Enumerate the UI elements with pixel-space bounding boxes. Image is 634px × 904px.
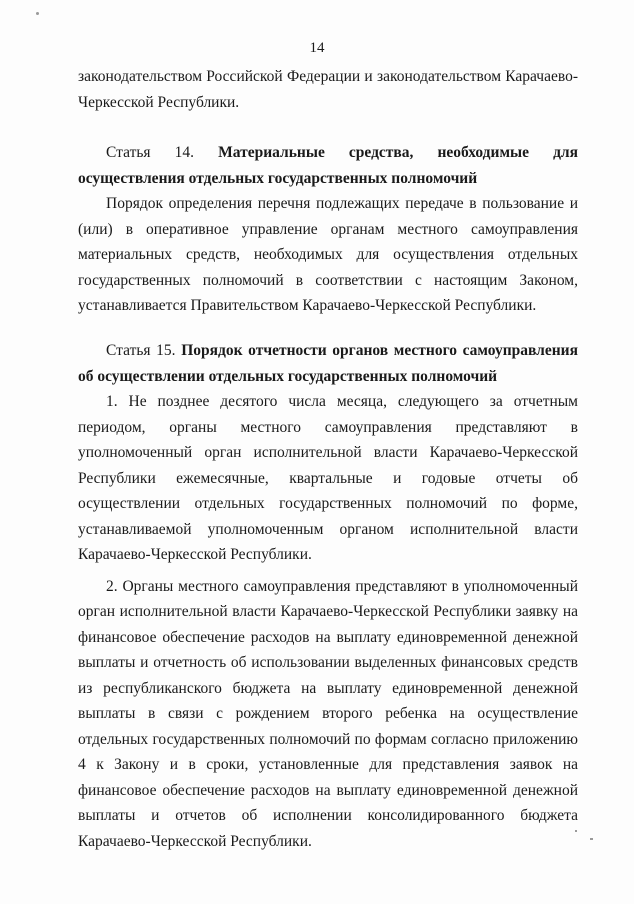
scan-speck (36, 12, 39, 15)
article-14-body: Порядок определения перечня подлежащих передаче в пользование и (или) в оперативное управление органам местного самоуправления материальных средств, необходимых для осуществления отдельных государственных полномочий в соответствии с настоящим Законом, устанавливается Правительством Карачаево-Черкесской Республики. (78, 195, 578, 314)
article-14-label: Статья 14. (106, 144, 195, 161)
article-15-label: Статья 15. (106, 342, 176, 359)
scan-speck (590, 838, 593, 840)
article-15-paragraph-2: 2. Органы местного самоуправления представляют в уполномоченный орган исполнительной власти Карачаево-Черкесской Республики заявку на финансовое обеспечение расходов на выплату единовременной денежной выплаты и отчетность об использовании выделенных финансовых средств из республиканского бюджета на выплату единовременной денежной выплаты в связи с рождением второго ребенка на осуществление отдельных государственных полномочий по формам согласно приложению 4 к Закону и в сроки, установленные для представления заявок на финансовое обеспечение расходов на выплату единовременной денежной выплаты и отчетов об исполнении консолидированного бюджета Карачаево-Черкесской Республики. (78, 577, 578, 850)
article-15-heading (78, 338, 578, 389)
article-14-heading (78, 140, 578, 191)
article-14-title: Материальные средства, необходимые для осуществления отдельных государственных полномочий (78, 144, 578, 187)
continuation-text: законодательством Российской Федерации и законодательством Карачаево-Черкесской Республики. (78, 68, 578, 111)
page-number: 14 (309, 40, 325, 56)
article-14 (78, 140, 578, 319)
article-15 (78, 338, 578, 854)
article-15-paragraph-1: 1. Не позднее десятого числа месяца, следующего за отчетным периодом, органы местного самоуправления представляют в уполномоченный орган исполнительной власти Карачаево-Черкесской Республики ежемесячные, квартальные и годовые отчеты об осуществлении отдельных государственных полномочий по форме, устанавливаемой уполномоченным органом исполнительной власти Карачаево-Черкесской Республики. (78, 393, 578, 563)
article-15-title: Порядок отчетности органов местного самоуправления об осуществлении отдельных государственных полномочий (78, 342, 578, 385)
continuation-block (78, 64, 578, 115)
